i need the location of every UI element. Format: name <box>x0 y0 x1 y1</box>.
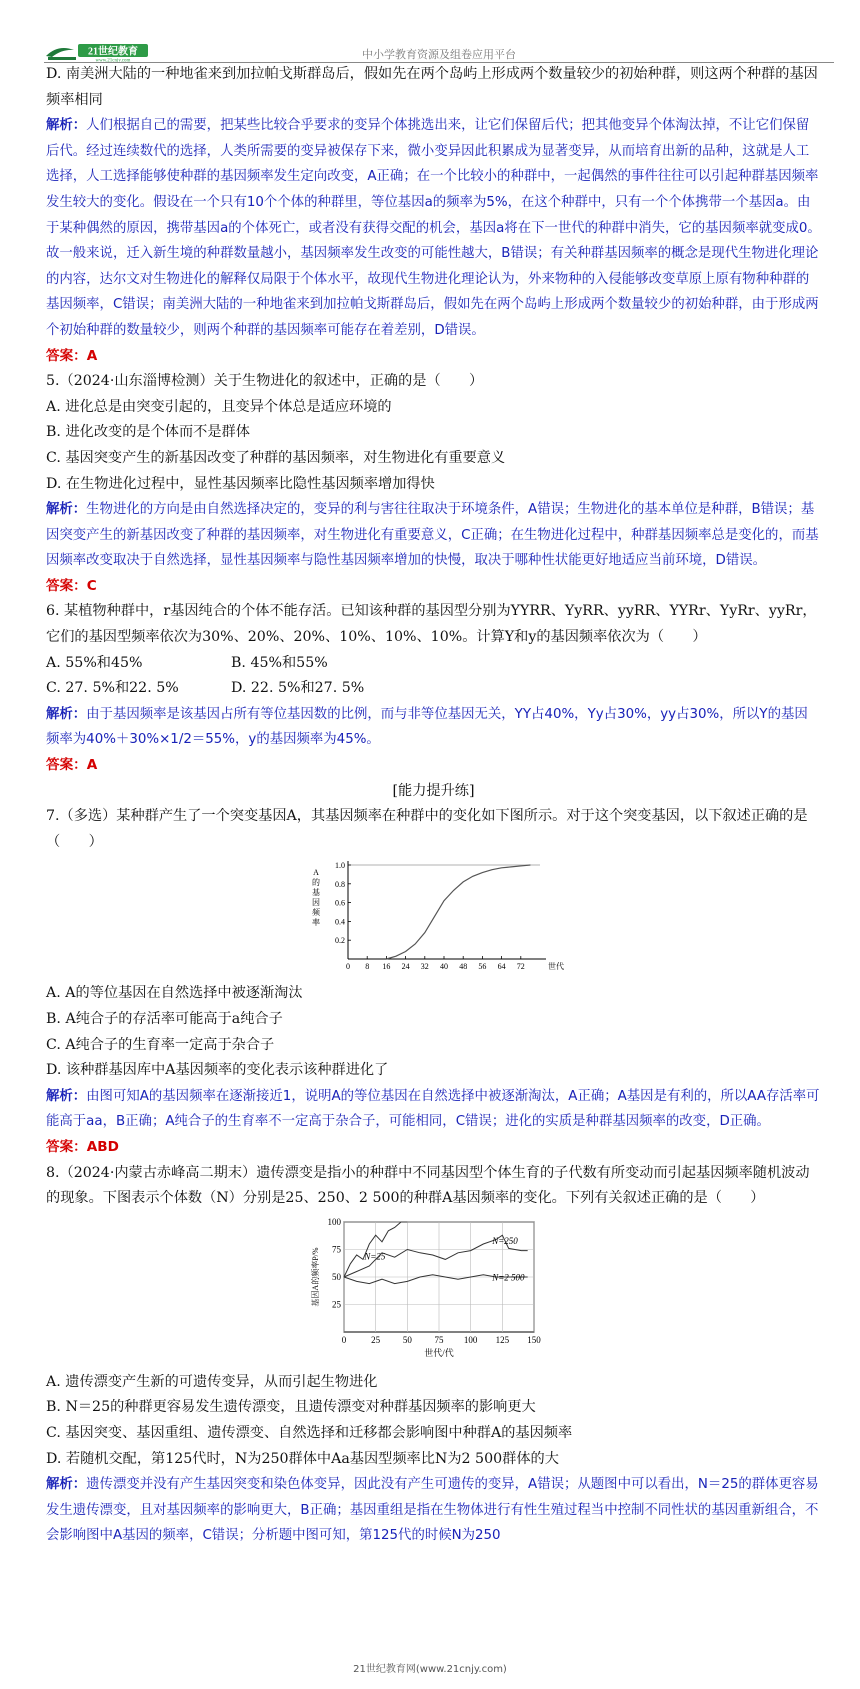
x-axis-label: 世代 <box>547 962 564 972</box>
answer-label: 答案： <box>46 577 87 594</box>
q8-option-c: C. 基因突变、基因重组、遗传漂变、自然选择和迁移都会影响图中种群A的基因频率 <box>46 1424 573 1441</box>
q8-analysis <box>46 1472 821 1549</box>
document-body <box>46 62 821 1549</box>
analysis-label: 解析： <box>46 1088 87 1104</box>
analysis-label: 解析： <box>46 502 87 518</box>
q7-option-d: D. 该种群基因库中A基因频率的变化表示该种群进化了 <box>46 1062 389 1079</box>
q7-figure <box>46 857 821 977</box>
header-title: 中小学教育资源及组卷应用平台 <box>362 48 516 61</box>
analysis-label: 解析： <box>46 118 87 134</box>
x-tick-label: 64 <box>497 962 506 972</box>
x-tick-label: 72 <box>516 962 525 972</box>
q5-option-c: C. 基因突变产生的新基因改变了种群的基因频率，对生物进化有重要意义 <box>46 449 506 466</box>
q7-option-a: A. A的等位基因在自然选择中被逐渐淘汰 <box>46 985 303 1002</box>
q5-option-d: D. 在生物进化过程中，显性基因频率比隐性基因频率增加得快 <box>46 475 435 492</box>
analysis-text: 遗传漂变并没有产生基因突变和染色体变异，因此没有产生可遗传的变异，A错误；从题图中可以看出，N＝25的群体更容易发生遗传漂变，且对基因频率的影响更大，B正确；基因重组是指在生物体进行有性生殖过程当中控制不同性状的基因重新组合，不会影响图中A基因的频率，C错误；分析题中图可知，第125代的时候N为250 <box>46 1477 819 1544</box>
x-tick-label: 56 <box>477 962 486 972</box>
q4-analysis <box>46 113 821 343</box>
q6-stem: 6. 某植物种群中，r基因纯合的个体不能存活。已知该种群的基因型分别为YYRR、YyRR、yyRR、YYRr、YyRr、yyRr，它们的基因型频率依次为30%、20%、20%、10%、10%、10%。计算Y和y的基因频率依次为（ ） <box>46 603 817 646</box>
series-line <box>386 865 530 959</box>
analysis-text: 由图可知A的基因频率在逐渐接近1，说明A的等位基因在自然选择中被逐渐淘汰，A正确；A基因是有利的，所以AA存活率可能高于aa，B正确；A纯合子的生育率不一定高于杂合子，可能相同，C错误；进化的实质是种群基因频率的改变，D正确。 <box>46 1088 820 1130</box>
series-label: N=250 <box>491 1235 518 1246</box>
q8-option-a: A. 遗传漂变产生新的可遗传变异，从而引起生物进化 <box>46 1373 378 1390</box>
analysis-text: 由于基因频率是该基因占所有等位基因数的比例，而与非等位基因无关，YY占40%，Yy占30%，yy占30%，所以Y的基因频率为40%＋30%×1/2＝55%，y的基因频率为45%。 <box>46 706 808 748</box>
logo-text: 21世纪教育 <box>88 46 138 58</box>
series-label: N=2 500 <box>491 1272 525 1283</box>
y-axis-label: A 的基因频率 <box>311 868 320 928</box>
section-title: [能力提升练] <box>392 782 475 799</box>
q5-answer <box>46 574 821 600</box>
answer-label: 答案： <box>46 1138 87 1155</box>
q7-analysis <box>46 1084 821 1135</box>
q7-stem: 7.（多选）某种群产生了一个突变基因A，其基因频率在种群中的变化如下图所示。对于这个突变基因，以下叙述正确的是（ ） <box>46 808 808 850</box>
q6-options-row2 <box>46 676 821 702</box>
y-tick-label: 0.6 <box>334 899 345 909</box>
q5-analysis <box>46 497 821 574</box>
analysis-label: 解析： <box>46 706 87 722</box>
x-tick-label: 125 <box>495 1334 509 1345</box>
analysis-label: 解析： <box>46 1477 87 1493</box>
q5-option-b: B. 进化改变的是个体而不是群体 <box>46 424 250 441</box>
q8-stem: 8.（2024·内蒙古赤峰高二期末）遗传漂变是指小的种群中不同基因型个体生育的子代数有所变动而引起基因频率随机波动的现象。下图表示个体数（N）分别是25、250、2 500的种群A基因频率的变化。下列有关叙述正确的是（ ） <box>46 1164 810 1207</box>
allele-frequency-chart <box>304 857 564 977</box>
answer-value: C <box>86 577 97 594</box>
x-tick-label: 100 <box>463 1334 477 1345</box>
q8-option-b: B. N＝25的种群更容易发生遗传漂变，且遗传漂变对种群基因频率的影响更大 <box>46 1399 536 1416</box>
q4-answer <box>46 344 821 370</box>
q7-option-c: C. A纯合子的生育率一定高于杂合子 <box>46 1036 275 1053</box>
q7-answer <box>46 1135 821 1161</box>
page-footer: 21世纪教育网(www.21cnjy.com) <box>353 1664 507 1675</box>
q6-option-c: C. 27. 5%和22. 5% <box>46 680 179 697</box>
q6-option-b: B. 45%和55% <box>231 654 328 671</box>
logo-sub: www.21cnjy.com <box>95 58 131 62</box>
answer-label: 答案： <box>46 757 87 774</box>
q6-analysis <box>46 702 821 753</box>
x-tick-label: 48 <box>458 962 467 972</box>
x-tick-label: 50 <box>402 1334 412 1345</box>
q8-figure <box>46 1214 821 1366</box>
y-tick-label: 100 <box>327 1216 341 1227</box>
x-tick-label: 25 <box>370 1334 380 1345</box>
x-tick-label: 150 <box>526 1334 541 1345</box>
x-tick-label: 16 <box>381 962 390 972</box>
x-tick-label: 0 <box>341 1334 346 1345</box>
x-axis-label: 世代/代 <box>423 1347 454 1358</box>
x-tick-label: 8 <box>364 962 369 972</box>
x-tick-label: 40 <box>439 962 448 972</box>
y-tick-label: 25 <box>331 1299 341 1310</box>
answer-value: ABD <box>86 1138 119 1155</box>
q6-option-d: D. 22. 5%和27. 5% <box>231 680 365 697</box>
genetic-drift-chart <box>304 1214 564 1366</box>
series-label: N=25 <box>363 1251 385 1262</box>
y-tick-label: 75 <box>331 1244 341 1255</box>
y-tick-label: 50 <box>331 1271 341 1282</box>
q6-option-a: A. 55%和45% <box>46 654 143 671</box>
q5-stem: 5.（2024·山东淄博检测）关于生物进化的叙述中，正确的是（ ） <box>46 373 484 390</box>
analysis-text: 生物进化的方向是由自然选择决定的，变异的利与害往往取决于环境条件，A错误；生物进化的基本单位是种群，B错误；基因突变产生的新基因改变了种群的基因频率，对生物进化有重要意义，C正确；在生物进化过程中，种群基因频率总是变化的，而基因频率改变取决于自然选择，显性基因频率与隐性基因频率增加的快慢，取决于哪种性状能更好地适应当前环境，D错误。 <box>46 502 819 569</box>
q8-option-d: D. 若随机交配，第125代时，N为250群体中Aa基因型频率比N为2 500群体的大 <box>46 1450 559 1467</box>
x-tick-label: 0 <box>345 962 350 972</box>
q7-option-b: B. A纯合子的存活率可能高于a纯合子 <box>46 1011 283 1027</box>
q5-option-a: A. 进化总是由突变引起的，且变异个体总是适应环境的 <box>46 398 392 415</box>
q6-options-row1 <box>46 651 821 677</box>
answer-value: A <box>86 347 98 364</box>
y-tick-label: 0.2 <box>334 936 345 946</box>
x-tick-label: 32 <box>420 962 429 972</box>
q4-option-d: D. 南美洲大陆的一种地雀来到加拉帕戈斯群岛后，假如先在两个岛屿上形成两个数量较少的初始种群，则这两个种群的基因频率相同 <box>46 66 818 108</box>
q6-answer <box>46 753 821 779</box>
y-axis-label: 基因A的频率P/% <box>310 1247 320 1307</box>
y-tick-label: 0.4 <box>334 917 345 927</box>
analysis-text: 人们根据自己的需要，把某些比较合乎要求的变异个体挑选出来，让它们保留后代；把其他变异个体淘汰掉，不让它们保留后代。经过连续数代的选择，人类所需要的变异被保存下来，微小变异因此积累成为显著变异，从而培育出新的品种，这就是人工选择，人工选择能够使种群的基因频率发生定向改变，A正确；在一个比较小的种群中，一起偶然的事件往往可以引起种群基因频率发生较大的变化。假设在一个只有10个个体的种群里，等位基因a的频率为5%，在这个种群中，只有一个个体携带一个基因a。由于某种偶然的原因，携带基因a的个体死亡，或者没有获得交配的机会，基因a将在下一世代的种群中消失，它的基因频率就变成0。故一般来说，迁入新生境的种群数量越小，基因频率发生改变的可能性越大，B错误；有关种群基因频率的概念是现代生物进化理论的内容，达尔文对生物进化的解释仅局限于个体水平，故现代生物进化理论认为，外来物种的入侵能够改变草原上原有物种种群的基因频率，C错误；南美洲大陆的一种地雀来到加拉帕戈斯群岛后，假如先在两个岛屿上形成两个数量较少的初始种群，由于形成两个初始种群的数量较少，则两个种群的基因频率可能存在着差别，D错误。 <box>46 118 821 338</box>
y-tick-label: 0.8 <box>334 880 345 890</box>
answer-value: A <box>86 757 98 774</box>
y-tick-label: 1.0 <box>334 861 345 871</box>
x-tick-label: 24 <box>401 962 410 972</box>
answer-label: 答案： <box>46 347 87 364</box>
x-tick-label: 75 <box>434 1334 443 1345</box>
